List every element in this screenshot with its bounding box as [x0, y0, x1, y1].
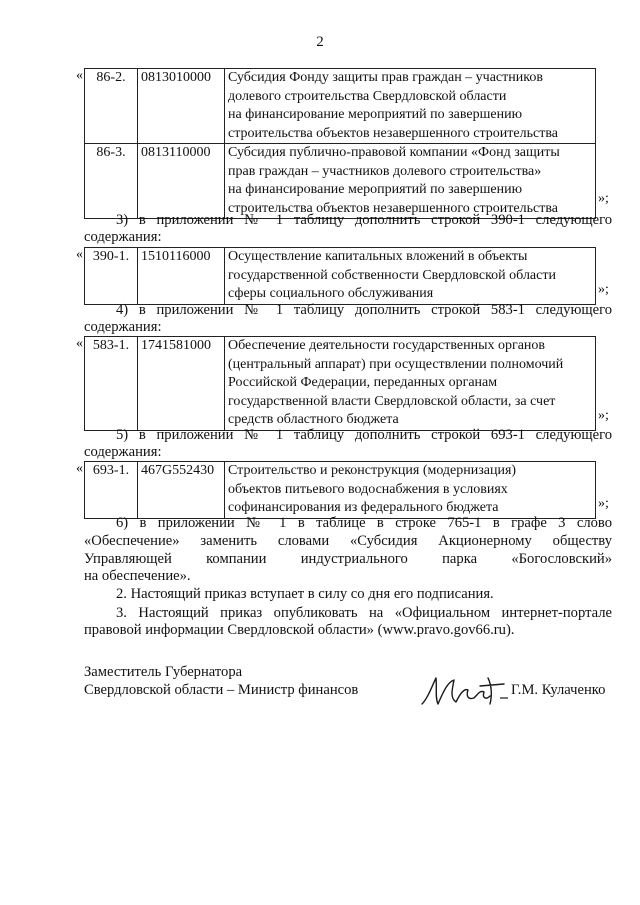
desc-line: долевого строительства Свердловской области — [228, 88, 507, 104]
table-row — [85, 69, 596, 144]
paragraph-3 — [84, 211, 612, 229]
para-line: Управляющей компании индустриального парка «Богословский» — [84, 551, 612, 567]
paragraph-6-line-1 — [84, 514, 612, 532]
para-line: 3. Настоящий приказ опубликовать на «Официальном интернет-портале — [116, 605, 612, 621]
page-number: 2 — [316, 34, 324, 50]
row-code: 1510116000 — [138, 248, 225, 305]
row-description — [225, 462, 596, 519]
paragraph-4 — [84, 301, 612, 319]
desc-line: прав граждан – участников долевого строительства» — [228, 163, 542, 179]
row-code: 0813110000 — [138, 144, 225, 219]
para-5-continuation: содержания: — [84, 444, 162, 460]
signatory-title-1: Заместитель Губернатора — [84, 664, 243, 680]
desc-line: Субсидия Фонду защиты прав граждан – участников — [228, 70, 543, 85]
row-number: 86-2. — [85, 69, 138, 144]
signatory-title-2: Свердловской области – Министр финансов — [84, 682, 359, 698]
item-2: 2. Настоящий приказ вступает в силу со дня его подписания. — [116, 586, 494, 602]
quote-open: « — [76, 247, 83, 262]
row-number: 86-3. — [85, 144, 138, 219]
row-number: 583-1. — [85, 337, 138, 431]
desc-line: на финансирование мероприятий по завершению — [228, 107, 523, 122]
paragraph-5 — [84, 426, 612, 444]
para-3-continuation: содержания: — [84, 229, 162, 245]
desc-line: сферы социального обслуживания — [228, 286, 434, 301]
desc-line: на финансирование мероприятий по завершению — [228, 182, 523, 197]
table-row — [85, 337, 596, 431]
desc-line: объектов питьевого водоснабжения в условиях — [228, 481, 508, 497]
para-line: 6) в приложении № 1 в таблице в строке 765-1 в графе 3 слово — [116, 515, 612, 531]
desc-line: софинансирования из федерального бюджета — [228, 500, 499, 515]
row-number: 693-1. — [85, 462, 138, 519]
para-line: 5) в приложении № 1 таблицу дополнить строкой 693-1 следующего — [116, 427, 612, 443]
desc-line: Осуществление капитальных вложений в объекты — [228, 249, 528, 264]
row-code: 1741581000 — [138, 337, 225, 431]
desc-line: строительства объектов незавершенного строительства — [228, 200, 558, 216]
quote-close: »; — [598, 408, 609, 423]
quote-close: »; — [598, 282, 609, 297]
quote-open: « — [76, 68, 83, 83]
para-line: 3) в приложении № 1 таблицу дополнить строкой 390-1 следующего — [116, 212, 612, 228]
desc-line: Субсидия публично-правовой компании «Фонд защиты — [228, 145, 560, 160]
row-description — [225, 144, 596, 219]
desc-line: Строительство и реконструкция (модернизация) — [228, 463, 517, 478]
table-row-390-1 — [84, 247, 596, 305]
para-4-continuation: содержания: — [84, 319, 162, 335]
quote-open: « — [76, 336, 83, 351]
row-code: 0813010000 — [138, 69, 225, 144]
para-line: 4) в приложении № 1 таблицу дополнить строкой 583-1 следующего — [116, 302, 612, 318]
signatory-name: Г.М. Кулаченко — [511, 682, 606, 698]
paragraph-6-line-2 — [84, 532, 612, 550]
row-number: 390-1. — [85, 248, 138, 305]
desc-line: строительства объектов незавершенного строительства — [228, 125, 558, 141]
desc-line: средств областного бюджета — [228, 412, 399, 427]
row-code: 467G552430 — [138, 462, 225, 519]
desc-line: Российской Федерации, переданных органам — [228, 375, 498, 390]
para-line: «Обеспечение» заменить словами «Субсидия Акционерному обществу — [84, 533, 612, 549]
table-row — [85, 144, 596, 219]
desc-line: государственной собственности Свердловской области — [228, 267, 556, 283]
table-rows-86 — [84, 68, 596, 219]
paragraph-6-line-4: на обеспечение». — [84, 568, 191, 584]
desc-line: государственной власти Свердловской области, за счет — [228, 393, 556, 409]
row-description — [225, 69, 596, 144]
quote-open: « — [76, 461, 83, 476]
paragraph-6-line-3 — [84, 550, 612, 568]
quote-close: »; — [598, 496, 609, 511]
item-3-line-1 — [84, 604, 612, 622]
desc-line: (центральный аппарат) при осуществлении полномочий — [228, 356, 564, 372]
quote-close: »; — [598, 191, 609, 206]
table-row — [85, 248, 596, 305]
table-row-583-1 — [84, 336, 596, 431]
table-row-693-1 — [84, 461, 596, 519]
desc-line: Обеспечение деятельности государственных органов — [228, 338, 546, 353]
table-row — [85, 462, 596, 519]
item-3-line-2: правовой информации Свердловской области» (www.pravo.gov66.ru). — [84, 622, 515, 638]
handwritten-signature — [418, 668, 508, 712]
row-description — [225, 248, 596, 305]
row-description — [225, 337, 596, 431]
